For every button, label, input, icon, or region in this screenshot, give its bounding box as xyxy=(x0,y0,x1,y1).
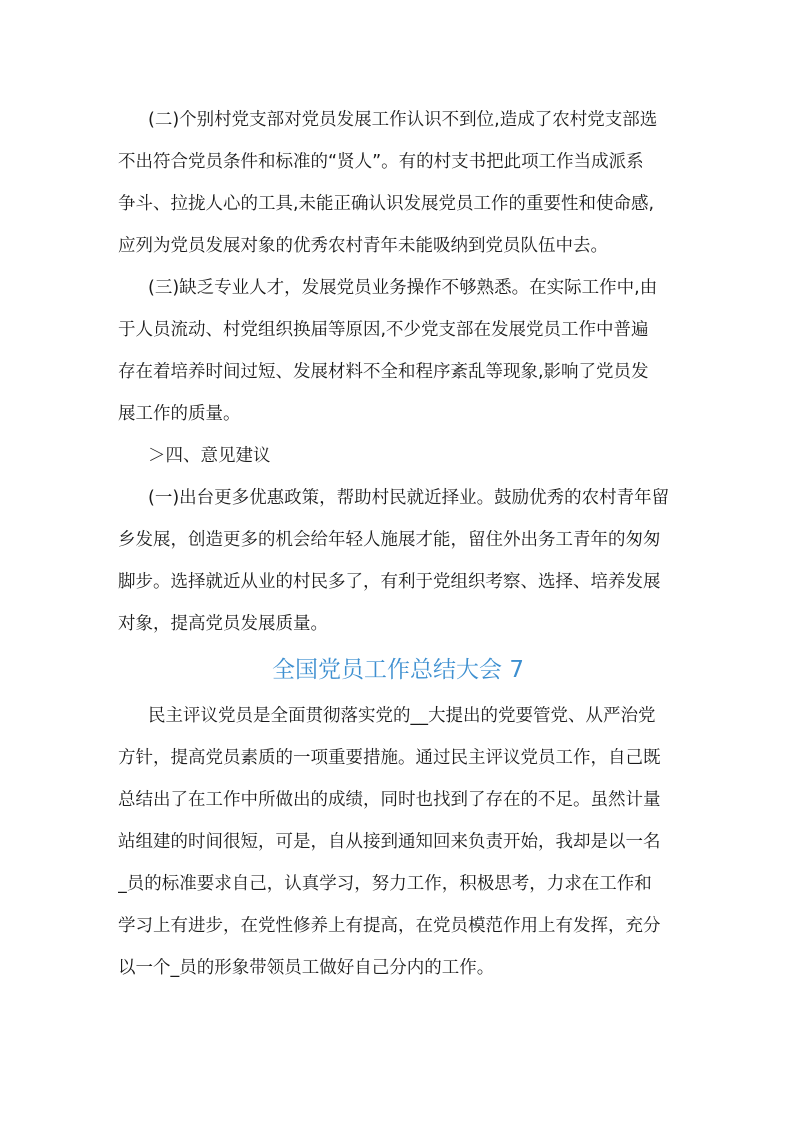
paragraph-line: 民主评议党员是全面贯彻落实党的__大提出的党要管党、从严治党 xyxy=(148,706,656,726)
paragraph-line: 对象，提高党员发展质量。 xyxy=(118,614,328,634)
paragraph-line: 存在着培养时间过短、发展材料不全和程序紊乱等现象,影响了党员发 xyxy=(118,362,649,382)
paragraph-section-4-1 xyxy=(118,477,678,645)
document-title: 全国党员工作总结大会 7 xyxy=(272,657,524,683)
paragraph-line: 争斗、拉拢人心的工具,未能正确认识发展党员工作的重要性和使命感, xyxy=(118,194,655,214)
paragraph-line: 不出符合党员条件和标准的“贤人”。有的村支书把此项工作当成派系 xyxy=(118,152,644,172)
paragraph-line: 乡发展，创造更多的机会给年轻人施展才能，留住外出务工青年的匆匆 xyxy=(118,530,661,550)
paragraph-line: _员的标准要求自己，认真学习，努力工作，积极思考，力求在工作和 xyxy=(118,874,652,894)
paragraph-line: 总结出了在工作中所做出的成绩，同时也找到了存在的不足。虽然计量 xyxy=(118,790,661,810)
paragraph-line: 学习上有进步，在党性修养上有提高，在党员模范作用上有发挥，充分 xyxy=(118,916,661,936)
section-subheading: ＞四、意见建议 xyxy=(148,446,271,466)
paragraph-line: (一)出台更多优惠政策，帮助村民就近择业。鼓励优秀的农村青年留 xyxy=(148,488,670,508)
paragraph-line: 应列为党员发展对象的优秀农村青年未能吸纳到党员队伍中去。 xyxy=(118,236,608,256)
paragraph-section-2 xyxy=(118,99,678,267)
paragraph-line: (二)个别村党支部对党员发展工作认识不到位,造成了农村党支部选 xyxy=(148,110,658,130)
document-page xyxy=(118,99,678,989)
paragraph-section-7 xyxy=(118,695,678,989)
paragraph-line: 站组建的时间很短，可是，自从接到通知回来负责开始，我却是以一名 xyxy=(118,832,661,852)
paragraph-section-3 xyxy=(118,267,678,435)
paragraph-line: (三)缺乏专业人才，发展党员业务操作不够熟悉。在实际工作中,由 xyxy=(148,278,658,298)
paragraph-line: 脚步。选择就近从业的村民多了，有利于党组织考察、选择、培养发展 xyxy=(118,572,661,592)
paragraph-line: 展工作的质量。 xyxy=(118,404,241,424)
paragraph-line: 以一个_员的形象带领员工做好自己分内的工作。 xyxy=(118,958,495,978)
paragraph-line: 于人员流动、村党组织换届等原因,不少党支部在发展党员工作中普遍 xyxy=(118,320,649,340)
paragraph-line: 方针，提高党员素质的一项重要措施。通过民主评议党员工作，自己既 xyxy=(118,748,661,768)
